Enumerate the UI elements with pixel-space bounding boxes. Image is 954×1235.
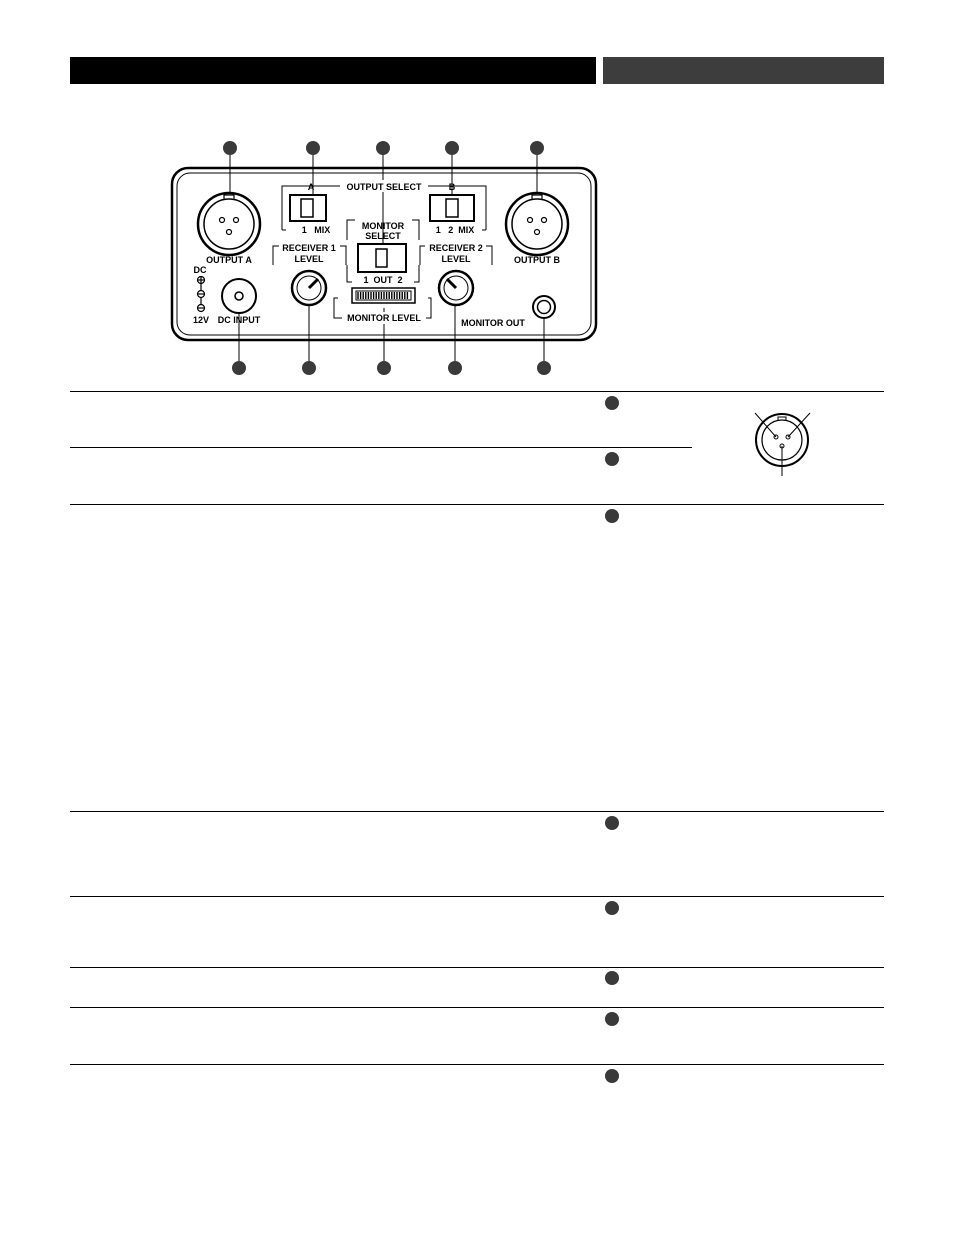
output-a-label: OUTPUT A: [206, 255, 252, 265]
callout-9: [448, 361, 462, 375]
monitor-level-label: MONITOR LEVEL: [347, 313, 421, 323]
monitor-out-label: MONITOR OUT: [461, 318, 525, 328]
callout-2: [306, 141, 320, 155]
callout-1: [223, 141, 237, 155]
section-callout-dot: [605, 509, 619, 523]
switch-b-positions: 1 2 MIX: [435, 225, 475, 235]
output-b-label: OUTPUT B: [514, 255, 560, 265]
divider: [70, 447, 692, 448]
divider: [70, 391, 884, 392]
callout-5: [530, 141, 544, 155]
monitor-select-label-2: SELECT: [365, 231, 401, 241]
switch-a-positions: 1 MIX: [301, 225, 331, 235]
receiver-1-label-1: RECEIVER 1: [282, 243, 336, 253]
section-callout-dot: [605, 816, 619, 830]
receiver-2-label-2: LEVEL: [441, 254, 471, 264]
receiver-2-level-knob: [439, 271, 473, 305]
switch-b-title: B: [448, 182, 456, 192]
monitor-select-label-1: MONITOR: [361, 221, 405, 231]
divider: [70, 1064, 884, 1065]
receiver-1-level-knob: [292, 271, 326, 305]
callout-7: [302, 361, 316, 375]
callout-10: [537, 361, 551, 375]
dc-input-jack: [222, 279, 256, 313]
callout-4: [445, 141, 459, 155]
dc-bottom-label: 12V: [192, 315, 210, 325]
rear-panel-diagram: [0, 0, 954, 390]
callout-8: [377, 361, 391, 375]
section-callout-dot: [605, 1069, 619, 1083]
callout-6: [232, 361, 246, 375]
monitor-select-switch: [358, 244, 406, 272]
dc-input-label: DC INPUT: [217, 315, 261, 325]
dc-top-label: DC: [193, 265, 207, 275]
divider: [70, 967, 884, 968]
output-a-connector: [198, 193, 260, 255]
section-callout-dot: [605, 396, 619, 410]
xlr-pinout-diagram: [740, 408, 820, 480]
section-callout-dot: [605, 1012, 619, 1026]
divider: [70, 896, 884, 897]
section-callout-dot: [605, 452, 619, 466]
output-select-label: OUTPUT SELECT: [346, 182, 422, 192]
monitor-level-wheel: [352, 288, 415, 303]
callout-3: [376, 141, 390, 155]
divider: [70, 811, 884, 812]
receiver-2-label-1: RECEIVER 2: [429, 243, 483, 253]
receiver-1-label-2: LEVEL: [294, 254, 324, 264]
section-callout-dot: [605, 971, 619, 985]
divider: [70, 504, 884, 505]
dc-polarity-symbol: [198, 277, 205, 312]
output-b-connector: [506, 193, 568, 255]
monitor-out-jack: [533, 296, 555, 318]
section-callout-dot: [605, 901, 619, 915]
monitor-select-positions: 1 OUT 2: [363, 275, 403, 285]
switch-a-title: A: [307, 182, 315, 192]
output-select-b-switch: [430, 195, 474, 221]
divider: [70, 1007, 884, 1008]
output-select-a-switch: [290, 195, 326, 221]
